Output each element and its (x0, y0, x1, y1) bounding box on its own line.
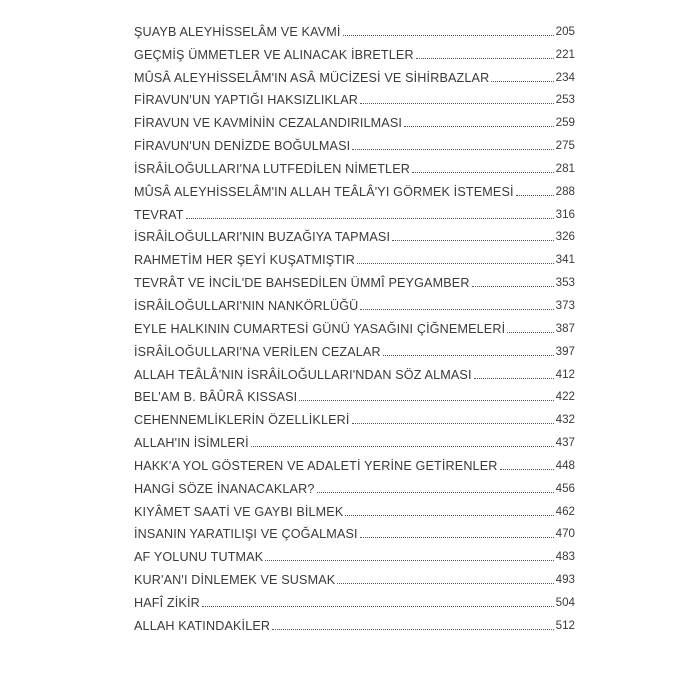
toc-entry-page-number: 504 (555, 595, 575, 609)
toc-entry (134, 564, 575, 587)
dot-leader (345, 514, 553, 516)
toc-entry (134, 427, 575, 450)
toc-entry-page-number: 387 (555, 321, 575, 335)
toc-entry-title: FİRAVUN'UN DENİZDE BOĞULMASI (134, 139, 351, 154)
toc-entry-title: İSRÂİLOĞULLARI'NIN BUZAĞIYA TAPMASI (134, 230, 391, 245)
toc-entry-title: ALLAH KATINDAKİLER (134, 618, 271, 633)
toc-entry (134, 85, 575, 108)
toc-entry-title: CEHENNEMLİKLERİN ÖZELLİKLERİ (134, 413, 350, 428)
dot-leader (491, 80, 553, 82)
toc-entry (134, 359, 575, 382)
toc-entry-title: RAHMETİM HER ŞEYİ KUŞATMIŞTIR (134, 253, 356, 268)
toc-entry-page-number: 259 (555, 116, 575, 130)
toc-entry (134, 404, 575, 427)
toc-entry (134, 541, 575, 564)
toc-entry (134, 222, 575, 245)
toc-entry (134, 39, 575, 62)
toc-entry-page-number: 373 (555, 298, 575, 312)
dot-leader (202, 605, 554, 607)
toc-entry-page-number: 412 (555, 367, 575, 381)
dot-leader (357, 262, 554, 264)
toc-entry-page-number: 205 (555, 24, 575, 38)
toc-entry (134, 496, 575, 519)
dot-leader (265, 559, 553, 561)
toc-entry-page-number: 234 (555, 70, 575, 84)
toc-entry-page-number: 462 (555, 504, 575, 518)
toc-entry-title: ŞUAYB ALEYHİSSELÂM VE KAVMİ (134, 24, 341, 39)
dot-leader (352, 422, 554, 424)
dot-leader (404, 125, 554, 127)
toc-entry-title: İNSANIN YARATILIŞI VE ÇOĞALMASI (134, 527, 358, 542)
toc-entry-page-number: 288 (555, 184, 575, 198)
toc-entry (134, 610, 575, 633)
toc-entry-page-number: 493 (555, 573, 575, 587)
toc-entry-title: EYLE HALKININ CUMARTESİ GÜNÜ YASAĞINI ÇİĞNEMELERİ (134, 321, 506, 336)
dot-leader (416, 57, 554, 59)
toc-entry-page-number: 437 (555, 436, 575, 450)
toc-entry (134, 153, 575, 176)
toc-entry-page-number: 512 (555, 618, 575, 632)
toc-entry-title: HANGİ SÖZE İNANACAKLAR? (134, 481, 315, 496)
toc-entry (134, 267, 575, 290)
dot-leader (343, 34, 554, 36)
toc-entry-title: GEÇMİŞ ÜMMETLER VE ALINACAK İBRETLER (134, 47, 414, 62)
toc-entry-title: İSRÂİLOĞULLARI'NA LUTFEDİLEN NİMETLER (134, 161, 410, 176)
toc-entry-page-number: 281 (555, 161, 575, 175)
dot-leader (272, 628, 554, 630)
dot-leader (516, 194, 554, 196)
dot-leader (317, 491, 554, 493)
dot-leader (360, 102, 554, 104)
toc-entry-title: İSRÂİLOĞULLARI'NA VERİLEN CEZALAR (134, 344, 381, 359)
toc-entry (134, 62, 575, 85)
toc-entry-title: BEL'AM B. BÂÛRÂ KISSASI (134, 390, 298, 405)
dot-leader (383, 354, 554, 356)
toc-entry-page-number: 221 (555, 47, 575, 61)
dot-leader (392, 239, 554, 241)
dot-leader (360, 536, 554, 538)
toc-entry (134, 450, 575, 473)
toc-entry-title: İSRÂİLOĞULLARI'NIN NANKÖRLÜĞÜ (134, 298, 359, 313)
toc-entry (134, 107, 575, 130)
toc-entry-page-number: 316 (555, 207, 575, 221)
toc-entry-page-number: 275 (555, 139, 575, 153)
toc-entry (134, 587, 575, 610)
toc-entry-page-number: 422 (555, 390, 575, 404)
toc-entry-title: FİRAVUN VE KAVMİNİN CEZALANDIRILMASI (134, 116, 403, 131)
dot-leader (474, 377, 554, 379)
toc-entry (134, 473, 575, 496)
toc-entry (134, 290, 575, 313)
dot-leader (352, 148, 553, 150)
dot-leader (299, 399, 553, 401)
toc-entry-page-number: 326 (555, 230, 575, 244)
toc-entry-page-number: 456 (555, 481, 575, 495)
toc-entry-page-number: 470 (555, 527, 575, 541)
toc-entry-title: ALLAH TEÂLÂ'NIN İSRÂİLOĞULLARI'NDAN SÖZ ALMASI (134, 367, 472, 382)
toc-entry (134, 382, 575, 405)
toc-entry-title: MÛSÂ ALEYHİSSELÂM'IN ASÂ MÜCİZESİ VE SİHİRBAZLAR (134, 70, 490, 85)
toc-entry-page-number: 353 (555, 276, 575, 290)
toc-entry (134, 130, 575, 153)
toc-entry-page-number: 448 (555, 458, 575, 472)
toc-entry-title: TEVRÂT VE İNCİL'DE BAHSEDİLEN ÜMMÎ PEYGAMBER (134, 276, 470, 291)
toc-entry-page-number: 483 (555, 550, 575, 564)
dot-leader (337, 582, 553, 584)
toc-entry-title: MÛSÂ ALEYHİSSELÂM'IN ALLAH TEÂLÂ'YI GÖRMEK İSTEMESİ (134, 184, 514, 199)
toc-entry-title: ALLAH'IN İSİMLERİ (134, 436, 249, 451)
table-of-contents (134, 16, 575, 633)
toc-entry-title: FİRAVUN'UN YAPTIĞI HAKSIZLIKLAR (134, 93, 358, 108)
dot-leader (500, 468, 554, 470)
dot-leader (507, 331, 553, 333)
dot-leader (251, 445, 554, 447)
toc-entry-page-number: 432 (555, 413, 575, 427)
dot-leader (360, 308, 553, 310)
toc-entry (134, 313, 575, 336)
toc-entry-title: KIYÂMET SAATİ VE GAYBI BİLMEK (134, 504, 344, 519)
toc-entry-title: AF YOLUNU TUTMAK (134, 550, 264, 565)
toc-entry-title: HAKK'A YOL GÖSTEREN VE ADALETİ YERİNE GETİRENLER (134, 458, 498, 473)
dot-leader (186, 217, 554, 219)
toc-entry-title: TEVRAT (134, 207, 184, 222)
toc-entry-title: HAFÎ ZİKİR (134, 595, 200, 610)
toc-entry (134, 199, 575, 222)
dot-leader (412, 171, 554, 173)
dot-leader (472, 285, 554, 287)
toc-entry (134, 16, 575, 39)
toc-entry (134, 336, 575, 359)
toc-entry-page-number: 253 (555, 93, 575, 107)
toc-entry (134, 519, 575, 542)
toc-entry-page-number: 341 (555, 253, 575, 267)
toc-entry-title: KUR'AN'I DİNLEMEK VE SUSMAK (134, 573, 336, 588)
toc-entry (134, 176, 575, 199)
toc-entry (134, 244, 575, 267)
toc-entry-page-number: 397 (555, 344, 575, 358)
